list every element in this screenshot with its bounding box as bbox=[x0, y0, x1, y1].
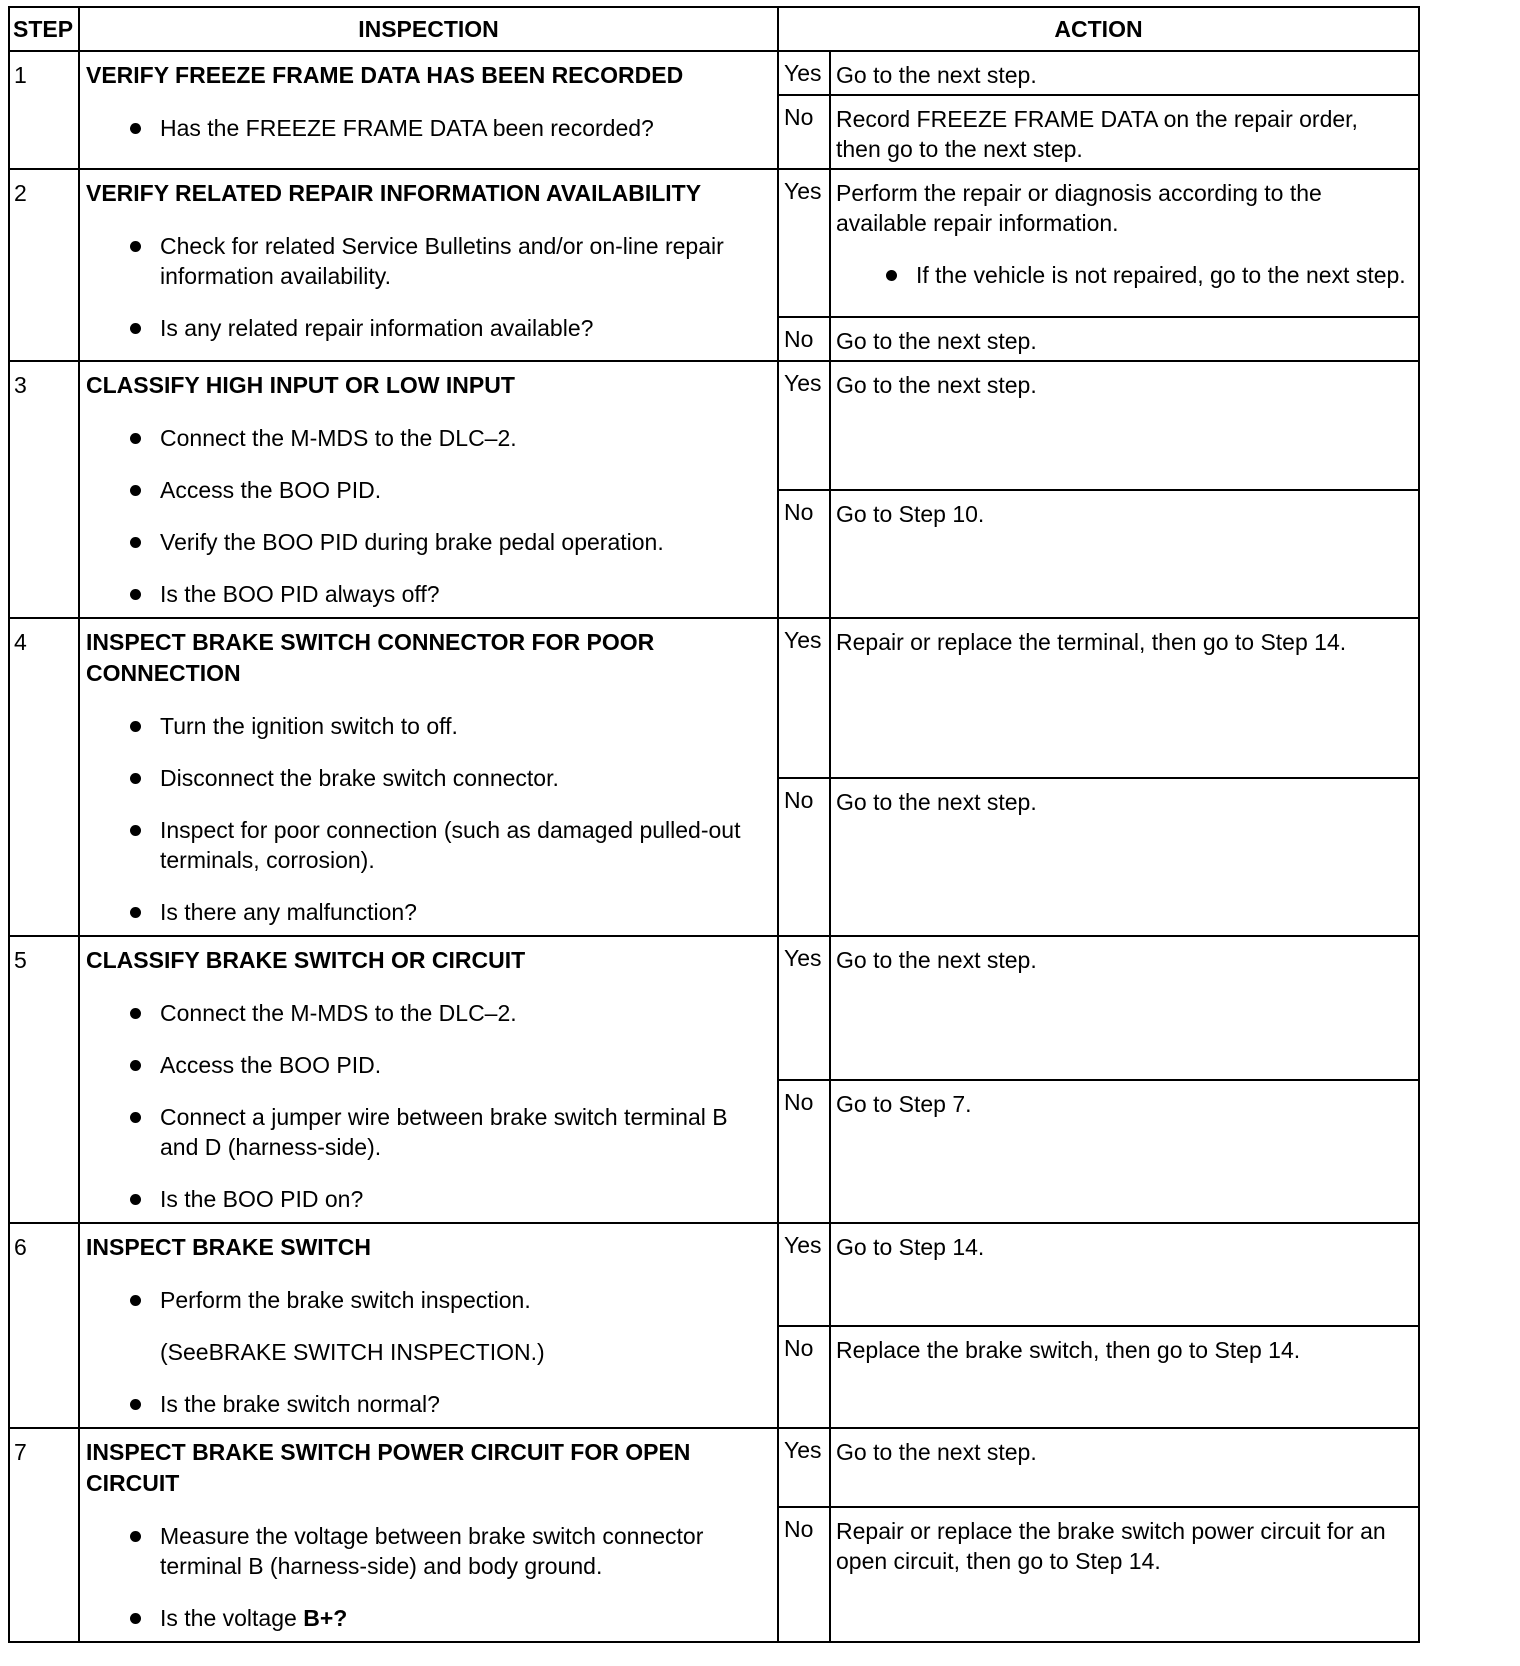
step-number: 1 bbox=[9, 51, 79, 169]
no-action: Go to the next step. bbox=[830, 778, 1419, 936]
bullet-text: Check for related Service Bulletins and/or on-line repair information availability. bbox=[160, 233, 724, 289]
step-title: INSPECT BRAKE SWITCH POWER CIRCUIT FOR OPEN CIRCUIT bbox=[86, 1439, 691, 1496]
bullet-icon bbox=[130, 537, 141, 548]
bullet-item bbox=[86, 763, 767, 793]
step-number: 6 bbox=[9, 1223, 79, 1428]
step-title: INSPECT BRAKE SWITCH bbox=[86, 1234, 371, 1260]
step-title: INSPECT BRAKE SWITCH CONNECTOR FOR POOR CONNECTION bbox=[86, 629, 655, 686]
bullet-text: Measure the voltage between brake switch connector terminal B (harness-side) and body ground. bbox=[160, 1523, 704, 1579]
no-label: No bbox=[778, 95, 830, 169]
step-row-6-yes bbox=[9, 1223, 1419, 1326]
bullet-icon bbox=[130, 825, 141, 836]
bullet-item bbox=[86, 475, 767, 505]
bullet-item bbox=[86, 527, 767, 557]
step-row-7-yes bbox=[9, 1428, 1419, 1507]
step-number: 2 bbox=[9, 169, 79, 361]
no-action: Go to Step 10. bbox=[830, 490, 1419, 618]
bullet-icon bbox=[130, 323, 141, 334]
yes-action: Go to the next step. bbox=[830, 51, 1419, 95]
step-title: VERIFY RELATED REPAIR INFORMATION AVAILABILITY bbox=[86, 180, 702, 206]
yes-action: Go to the next step. bbox=[830, 361, 1419, 490]
yes-label: Yes bbox=[778, 361, 830, 490]
yes-label: Yes bbox=[778, 618, 830, 778]
step-number: 5 bbox=[9, 936, 79, 1223]
yes-label: Yes bbox=[778, 1223, 830, 1326]
header-step: STEP bbox=[9, 7, 79, 51]
header-inspection: INSPECTION bbox=[79, 7, 778, 51]
bullet-item bbox=[86, 1389, 767, 1419]
yes-action bbox=[830, 169, 1419, 317]
bullet-item bbox=[86, 579, 767, 609]
yes-label: Yes bbox=[778, 936, 830, 1080]
bullet-icon bbox=[130, 241, 141, 252]
step-title: VERIFY FREEZE FRAME DATA HAS BEEN RECORDED bbox=[86, 62, 684, 88]
step-inspection bbox=[79, 618, 778, 936]
bullet-text: Is the BOO PID on? bbox=[160, 1186, 364, 1212]
step-inspection bbox=[79, 1223, 778, 1428]
header-row bbox=[9, 7, 1419, 51]
bullet-icon bbox=[130, 589, 141, 600]
step-number: 3 bbox=[9, 361, 79, 618]
bullet-item bbox=[86, 1184, 767, 1214]
no-action: Go to Step 7. bbox=[830, 1080, 1419, 1223]
bullet-icon bbox=[130, 1613, 141, 1624]
bullet-text: Connect a jumper wire between brake switch terminal B and D (harness-side). bbox=[160, 1104, 728, 1160]
bullet-item bbox=[86, 1603, 767, 1633]
bullet-text: Is the voltage bbox=[160, 1605, 304, 1631]
bullet-icon bbox=[130, 1194, 141, 1205]
yes-action-text: Perform the repair or diagnosis according to the available repair information. bbox=[836, 180, 1322, 236]
bullet-text: Is the BOO PID always off? bbox=[160, 581, 440, 607]
no-label: No bbox=[778, 778, 830, 936]
header-action: ACTION bbox=[778, 7, 1419, 51]
step-inspection bbox=[79, 936, 778, 1223]
bullet-text: Access the BOO PID. bbox=[160, 477, 382, 503]
bullet-icon bbox=[130, 1399, 141, 1410]
bullet-icon bbox=[130, 433, 141, 444]
no-action: Replace the brake switch, then go to Step 14. bbox=[830, 1326, 1419, 1428]
yes-action: Go to the next step. bbox=[830, 936, 1419, 1080]
bullet-text: Connect the M-MDS to the DLC–2. bbox=[160, 425, 517, 451]
bullet-icon bbox=[130, 773, 141, 784]
step-row-3-yes bbox=[9, 361, 1419, 490]
yes-label: Yes bbox=[778, 51, 830, 95]
bullet-emphasis: B+? bbox=[303, 1605, 348, 1631]
bullet-text: Perform the brake switch inspection. bbox=[160, 1287, 531, 1313]
bullet-item bbox=[86, 1521, 767, 1581]
yes-action: Repair or replace the terminal, then go to Step 14. bbox=[830, 618, 1419, 778]
bullet-icon bbox=[130, 1295, 141, 1306]
bullet-item bbox=[86, 711, 767, 741]
bullet-icon bbox=[130, 721, 141, 732]
yes-action: Go to the next step. bbox=[830, 1428, 1419, 1507]
bullet-item bbox=[86, 423, 767, 453]
yes-action-sub-bullet bbox=[836, 260, 1408, 290]
bullet-item bbox=[86, 1050, 767, 1080]
no-label: No bbox=[778, 1326, 830, 1428]
bullet-item bbox=[86, 113, 767, 143]
step-row-2-yes bbox=[9, 169, 1419, 317]
reference-note: (SeeBRAKE SWITCH INSPECTION.) bbox=[160, 1339, 545, 1365]
no-label: No bbox=[778, 317, 830, 361]
bullet-text: Has the FREEZE FRAME DATA been recorded? bbox=[160, 115, 654, 141]
bullet-item bbox=[86, 1102, 767, 1162]
no-label: No bbox=[778, 1507, 830, 1642]
step-row-1-yes bbox=[9, 51, 1419, 95]
bullet-item bbox=[86, 231, 767, 291]
bullet-item bbox=[86, 1285, 767, 1315]
yes-label: Yes bbox=[778, 1428, 830, 1507]
bullet-icon bbox=[130, 485, 141, 496]
bullet-icon bbox=[130, 1112, 141, 1123]
yes-label: Yes bbox=[778, 169, 830, 317]
no-action: Repair or replace the brake switch power circuit for an open circuit, then go to Step 14. bbox=[830, 1507, 1419, 1642]
no-label: No bbox=[778, 1080, 830, 1223]
bullet-icon bbox=[130, 1008, 141, 1019]
bullet-icon bbox=[130, 1531, 141, 1542]
bullet-text: Is any related repair information available? bbox=[160, 315, 594, 341]
bullet-icon bbox=[886, 270, 897, 281]
yes-action: Go to Step 14. bbox=[830, 1223, 1419, 1326]
no-action: Record FREEZE FRAME DATA on the repair order, then go to the next step. bbox=[830, 95, 1419, 169]
bullet-item bbox=[86, 897, 767, 927]
bullet-icon bbox=[130, 123, 141, 134]
step-title: CLASSIFY BRAKE SWITCH OR CIRCUIT bbox=[86, 947, 526, 973]
bullet-item bbox=[86, 313, 767, 343]
diagnostic-procedure-table bbox=[8, 6, 1420, 1643]
no-action: Go to the next step. bbox=[830, 317, 1419, 361]
bullet-text: Disconnect the brake switch connector. bbox=[160, 765, 559, 791]
bullet-text: Verify the BOO PID during brake pedal operation. bbox=[160, 529, 664, 555]
bullet-text: Connect the M-MDS to the DLC–2. bbox=[160, 1000, 517, 1026]
step-inspection bbox=[79, 51, 778, 169]
bullet-icon bbox=[130, 907, 141, 918]
bullet-text: If the vehicle is not repaired, go to the next step. bbox=[916, 262, 1406, 288]
bullet-text: Inspect for poor connection (such as damaged pulled-out terminals, corrosion). bbox=[160, 817, 741, 873]
step-number: 7 bbox=[9, 1428, 79, 1642]
step-inspection bbox=[79, 169, 778, 361]
step-title: CLASSIFY HIGH INPUT OR LOW INPUT bbox=[86, 372, 515, 398]
step-inspection bbox=[79, 1428, 778, 1642]
bullet-item bbox=[86, 998, 767, 1028]
bullet-text: Is there any malfunction? bbox=[160, 899, 417, 925]
bullet-text: Access the BOO PID. bbox=[160, 1052, 382, 1078]
no-label: No bbox=[778, 490, 830, 618]
step-inspection bbox=[79, 361, 778, 618]
bullet-text: Is the brake switch normal? bbox=[160, 1391, 440, 1417]
bullet-item bbox=[86, 815, 767, 875]
bullet-icon bbox=[130, 1060, 141, 1071]
step-number: 4 bbox=[9, 618, 79, 936]
step-row-4-yes bbox=[9, 618, 1419, 778]
step-row-5-yes bbox=[9, 936, 1419, 1080]
bullet-text: Turn the ignition switch to off. bbox=[160, 713, 458, 739]
